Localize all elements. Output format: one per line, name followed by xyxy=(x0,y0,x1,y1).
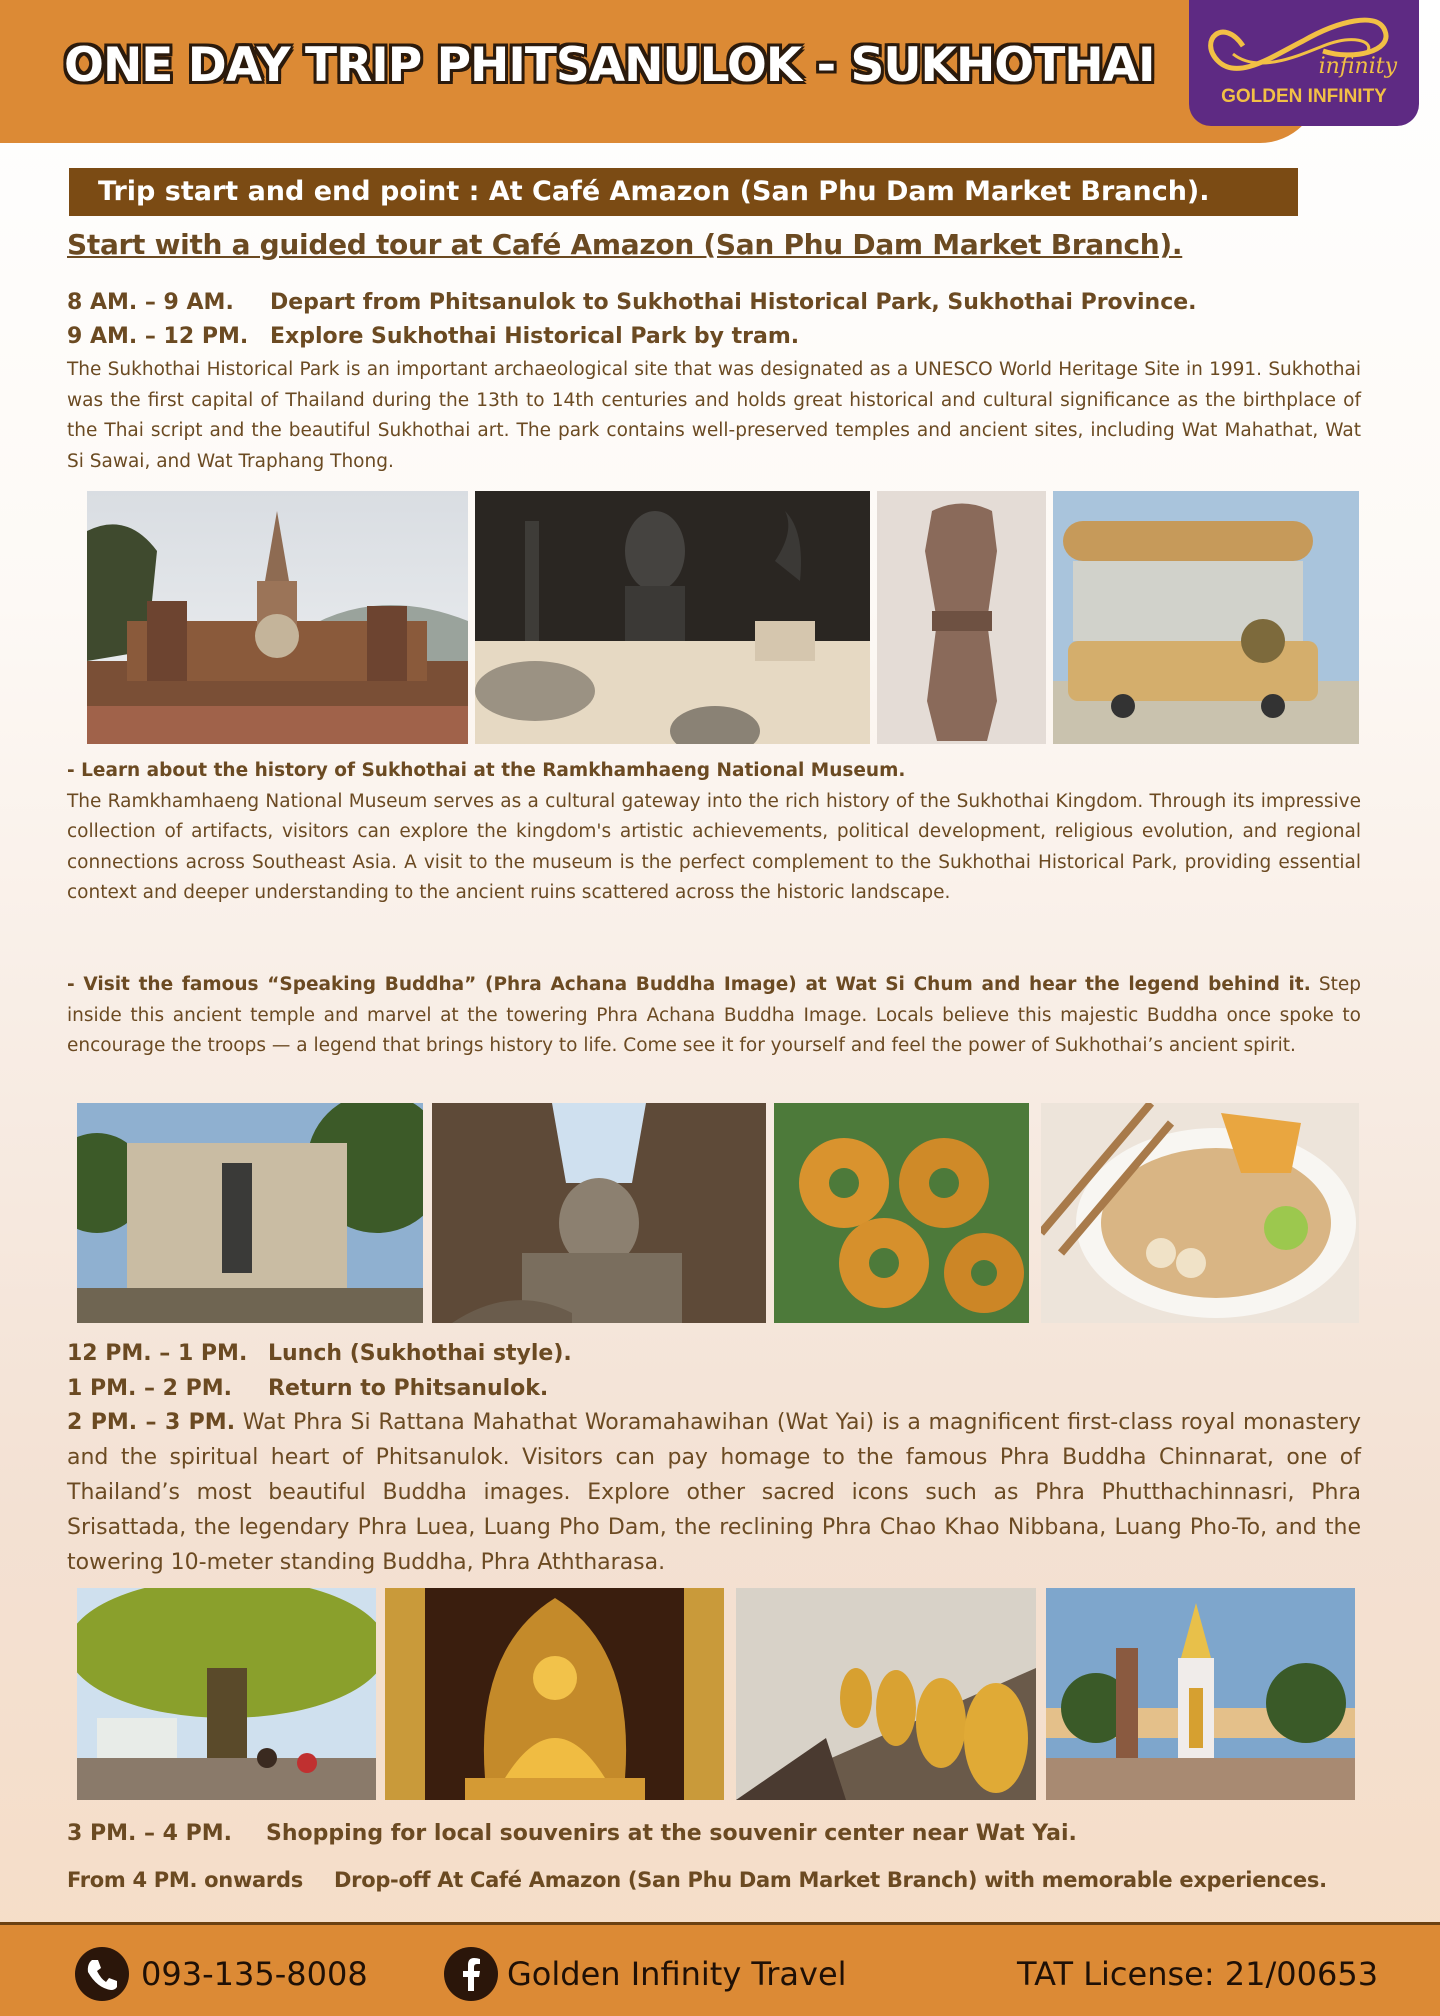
schedule-text: Drop-off At Café Amazon (San Phu Dam Market Branch) with memorable experiences. xyxy=(334,1868,1327,1892)
facebook-icon xyxy=(444,1947,498,2001)
schedule-item-1pm xyxy=(67,1376,548,1401)
schedule-time: From 4 PM. onwards xyxy=(67,1868,303,1892)
photo-buddha-statue-torso xyxy=(877,491,1046,744)
photo-museum-artifacts xyxy=(475,491,870,744)
photo-bodhi-tree-temple xyxy=(77,1588,376,1800)
footer xyxy=(0,1922,1440,2016)
logo-script-text: infinity xyxy=(1318,54,1397,79)
photo-wat-si-chum xyxy=(77,1103,423,1323)
photo-phra-buddha-chinnarat xyxy=(385,1588,724,1800)
schedule-time: 1 PM. – 2 PM. xyxy=(67,1376,232,1401)
speaking-buddha-description: Step inside this ancient temple and marvel at the towering Phra Achana Buddha Image. Locals believe this majestic Buddha once spoke to encourage the troops — a legend that brings history to life. Come see it for yourself and feel the power of Sukhothai’s ancient spirit. xyxy=(67,974,1361,1056)
schedule-item-8am xyxy=(67,290,1197,315)
photo-tram xyxy=(1053,491,1359,744)
photo-wat-mahathat xyxy=(87,491,468,744)
facebook-page-name: Golden Infinity Travel xyxy=(507,1955,847,1993)
schedule-text: Return to Phitsanulok. xyxy=(268,1376,549,1401)
schedule-time: 9 AM. – 12 PM. xyxy=(67,324,249,349)
phone-number: 093-135-8008 xyxy=(141,1955,368,1993)
schedule-text: Depart from Phitsanulok to Sukhothai Historical Park, Sukhothai Province. xyxy=(270,290,1197,315)
photo-standing-buddha-chedi xyxy=(1046,1588,1355,1800)
golden-infinity-logo xyxy=(1189,0,1419,126)
museum-description: The Ramkhamhaeng National Museum serves as a cultural gateway into the rich history of the Sukhothai Kingdom. Through its impressive collection of artifacts, visitors can explore the kingdom's artistic achievements, political development, religious evolution, and regional connections across Southeast Asia. A visit to the museum is the perfect complement to the Sukhothai Historical Park, providing essential context and deeper understanding to the ancient ruins scattered across the historic landscape. xyxy=(67,790,1361,903)
schedule-time: 12 PM. – 1 PM. xyxy=(67,1341,248,1366)
wat-yai-description: Wat Phra Si Rattana Mahathat Woramahawihan (Wat Yai) is a magnificent first-class royal monastery and the spiritual heart of Phitsanulok. Visitors can pay homage to the famous Phra Buddha Chinnarat, one of Thailand’s most beautiful Buddha images. Explore other sacred icons such as Phra Phutthachinnasri, Phra Srisattada, the legendary Phra Luea, Luang Pho Dam, the reclining Phra Chao Khao Nibbana, Luang Pho-To, and the towering 10-meter standing Buddha, Phra Aththarasa. xyxy=(67,1410,1361,1575)
schedule-text: Shopping for local souvenirs at the souvenir center near Wat Yai. xyxy=(266,1821,1077,1846)
photo-buddha-row xyxy=(736,1588,1036,1800)
schedule-item-9am xyxy=(67,324,799,349)
header xyxy=(0,0,1440,143)
trip-start-end-bar: Trip start and end point : At Café Amazon (San Phu Dam Market Branch). xyxy=(69,168,1298,216)
schedule-text: Lunch (Sukhothai style). xyxy=(268,1341,572,1366)
photo-sukhothai-donuts xyxy=(774,1103,1029,1323)
schedule-time: 3 PM. – 4 PM. xyxy=(67,1821,232,1846)
schedule-item-3pm xyxy=(67,1821,1077,1846)
schedule-text: Explore Sukhothai Historical Park by tram. xyxy=(270,324,800,349)
speaking-buddha-section xyxy=(67,970,1361,1062)
sukhothai-park-description: The Sukhothai Historical Park is an important archaeological site that was designated as a UNESCO World Heritage Site in 1991. Sukhothai was the first capital of Thailand during the 13th to 14th centuries and holds great historical and cultural significance as the birthplace of the Thai script and the beautiful Sukhothai art. The park contains well-preserved temples and ancient sites, including Wat Mahathat, Wat Si Sawai, and Wat Traphang Thong. xyxy=(67,359,1361,472)
schedule-item-12pm xyxy=(67,1341,572,1366)
guided-tour-heading: Start with a guided tour at Café Amazon (San Phu Dam Market Branch). xyxy=(67,228,1183,261)
schedule-item-4pm xyxy=(67,1868,1327,1892)
speaking-buddha-title: - Visit the famous “Speaking Buddha” (Phra Achana Buddha Image) at Wat Si Chum and hear the legend behind it. xyxy=(67,974,1311,995)
phone-icon xyxy=(75,1947,129,2001)
museum-title: - Learn about the history of Sukhothai at the Ramkhamhaeng National Museum. xyxy=(67,760,906,781)
tat-license: TAT License: 21/00653 xyxy=(1017,1955,1379,1993)
photo-phra-achana-buddha xyxy=(432,1103,766,1323)
logo-name-text: GOLDEN INFINITY xyxy=(1221,86,1387,107)
schedule-time: 8 AM. – 9 AM. xyxy=(67,290,234,315)
photo-sukhothai-noodles xyxy=(1041,1103,1359,1323)
schedule-time: 2 PM. – 3 PM. xyxy=(67,1410,236,1435)
museum-section xyxy=(67,756,1361,909)
wat-yai-section xyxy=(67,1405,1361,1580)
page-title: ONE DAY TRIP PHITSANULOK - SUKHOTHAI xyxy=(64,38,1155,93)
